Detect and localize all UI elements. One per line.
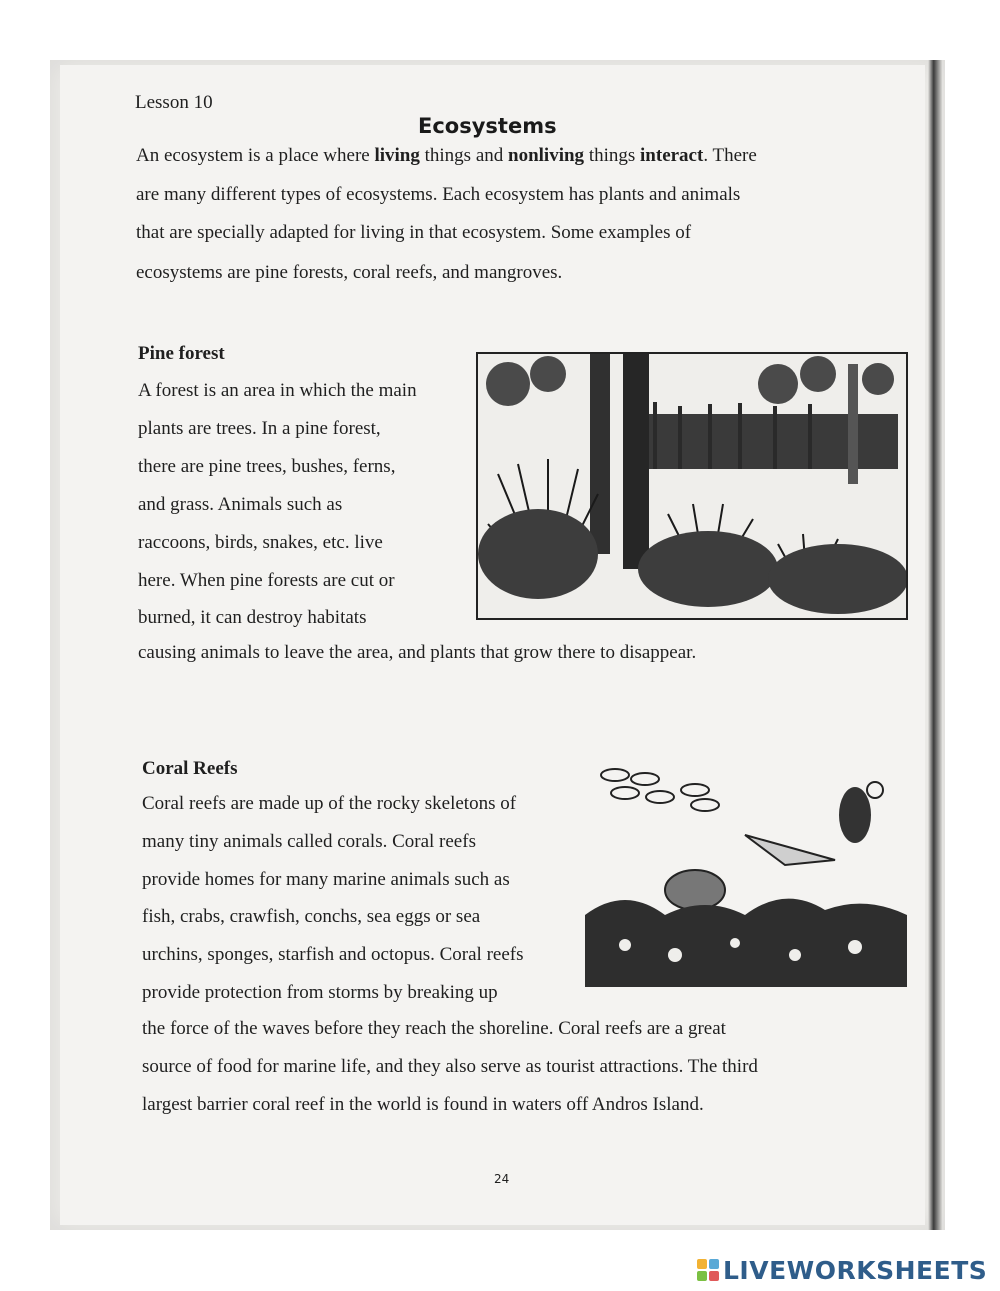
liveworksheets-logo-icon [697, 1259, 719, 1281]
intro-line-4: ecosystems are pine forests, coral reefs, and mangroves. [136, 262, 563, 283]
pine-forest-line: A forest is an area in which the main [138, 380, 417, 401]
coral-reefs-heading: Coral Reefs [142, 758, 238, 779]
coral-reefs-line: Coral reefs are made up of the rocky skeletons of [142, 793, 517, 814]
coral-reefs-line: source of food for marine life, and they also serve as tourist attractions. The third [142, 1056, 758, 1077]
term-nonliving: nonliving [508, 145, 585, 166]
page-title: Ecosystems [418, 114, 557, 138]
intro-line-2: are many different types of ecosystems. Each ecosystem has plants and animals [136, 184, 741, 205]
lesson-label: Lesson 10 [135, 92, 213, 113]
coral-reef-illustration [585, 765, 907, 987]
intro-text: things and [419, 145, 509, 166]
coral-reefs-line: many tiny animals called corals. Coral reefs [142, 831, 476, 852]
brand-name: LIVEWORKSHEETS [723, 1255, 988, 1285]
pine-forest-line: burned, it can destroy habitats [138, 607, 367, 628]
coral-reefs-line: largest barrier coral reef in the world is found in waters off Andros Island. [142, 1094, 704, 1115]
pine-forest-illustration [476, 352, 908, 620]
coral-reefs-line: fish, crabs, crawfish, conchs, sea eggs or sea [142, 906, 481, 927]
pine-forest-line: there are pine trees, bushes, ferns, [138, 456, 396, 477]
intro-text: . There [703, 145, 757, 166]
pine-forest-line: causing animals to leave the area, and plants that grow there to disappear. [138, 642, 697, 663]
intro-line-1 [136, 145, 757, 167]
term-living: living [374, 145, 420, 166]
pine-forest-line: here. When pine forests are cut or [138, 570, 395, 591]
coral-reefs-line: provide homes for many marine animals such as [142, 869, 510, 890]
term-interact: interact [640, 145, 704, 166]
pine-forest-line: raccoons, birds, snakes, etc. live [138, 532, 383, 553]
intro-text: things [584, 145, 641, 166]
page-edge-shadow [928, 60, 942, 1230]
intro-text: An ecosystem is a place where [136, 145, 375, 166]
pine-forest-line: and grass. Animals such as [138, 494, 343, 515]
coral-reefs-line: provide protection from storms by breaking up [142, 982, 498, 1003]
liveworksheets-footer [697, 1255, 987, 1285]
coral-reefs-line: urchins, sponges, starfish and octopus. Coral reefs [142, 944, 524, 965]
pine-forest-line: plants are trees. In a pine forest, [138, 418, 381, 439]
page-number: 24 [494, 1172, 510, 1186]
pine-forest-heading: Pine forest [138, 343, 225, 364]
coral-reefs-line: the force of the waves before they reach the shoreline. Coral reefs are a great [142, 1018, 726, 1039]
intro-line-3: that are specially adapted for living in that ecosystem. Some examples of [136, 222, 692, 243]
